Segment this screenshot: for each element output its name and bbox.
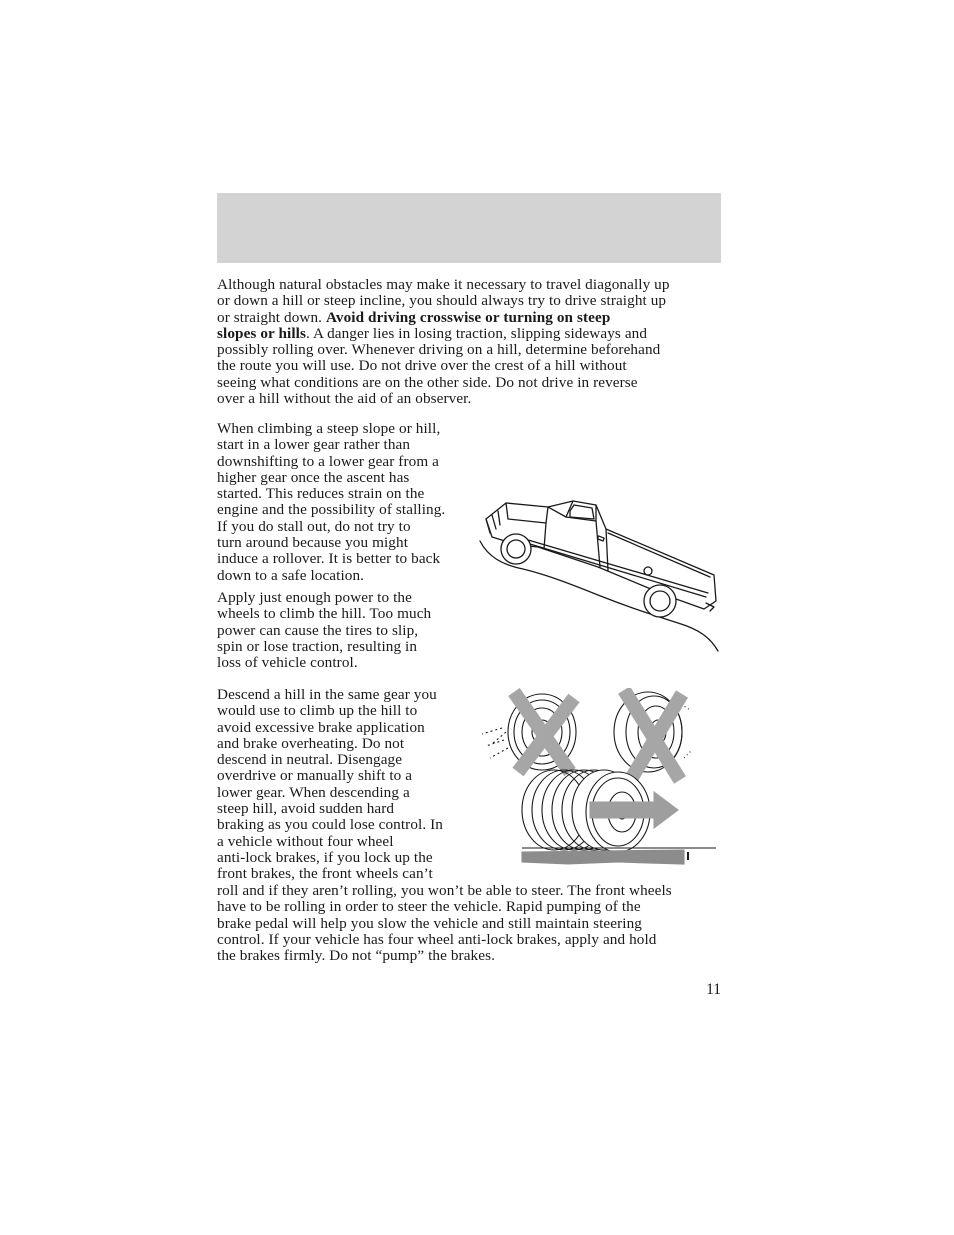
text-line: avoid excessive brake application	[217, 718, 425, 736]
text-line: braking as you could lose control. In	[217, 816, 443, 834]
text-line: brake pedal will help you slow the vehicle and still maintain steering	[217, 914, 642, 932]
text-line: When climbing a steep slope or hill,	[217, 420, 441, 437]
text-line: Apply just enough power to the	[217, 589, 412, 606]
text-line: downshifting to a lower gear from a	[217, 452, 439, 470]
text-line	[217, 326, 727, 342]
text-line: overdrive or manually shift to a	[217, 767, 413, 785]
paragraph-climbing	[217, 421, 479, 584]
text-line: If you do stall out, do not try to	[217, 517, 411, 535]
text-line: seeing what conditions are on the other side. Do not drive in reverse	[217, 373, 638, 391]
text-line: and brake overheating. Do not	[217, 734, 405, 752]
text-line: roll and if they aren’t rolling, you won’t be able to steer. The front wheels	[217, 882, 672, 899]
text-line: anti-lock brakes, if you lock up the	[217, 848, 433, 866]
paragraph-descend	[217, 687, 479, 883]
paragraph-descend-continued	[217, 883, 727, 964]
text-line: down to a safe location.	[217, 566, 365, 584]
pickup-truck	[486, 501, 716, 617]
text-line: wheels to climb the hill. Too much	[217, 605, 432, 623]
x-mark-left	[514, 692, 574, 772]
text-line: steep hill, avoid sudden hard	[217, 800, 395, 818]
text-line: engine and the possibility of stalling.	[217, 501, 446, 519]
text-line: turn around because you might	[217, 534, 409, 552]
bold-warning: slopes or hills	[217, 324, 306, 342]
section-header-band	[217, 193, 721, 263]
paragraph-intro	[217, 277, 727, 407]
text-line: control. If your vehicle has four wheel anti-lock brakes, apply and hold	[217, 930, 657, 948]
text-line: the brakes firmly. Do not “pump” the brakes.	[217, 947, 495, 965]
text-line: over a hill without the aid of an observer.	[217, 390, 472, 408]
truck-on-hill-illustration	[478, 497, 722, 655]
text-line: higher gear once the ascent has	[217, 468, 410, 486]
paragraph-power	[217, 590, 479, 671]
text-line: descend in neutral. Disengage	[217, 751, 403, 769]
text-line: spin or lose traction, resulting in	[217, 637, 418, 655]
text-line	[217, 310, 727, 326]
page-number: 11	[706, 981, 721, 998]
text-line: a vehicle without four wheel	[217, 832, 394, 850]
text-line: possibly rolling over. Whenever driving on a hill, determine beforehand	[217, 341, 661, 359]
text-line: loss of vehicle control.	[217, 654, 358, 672]
text-line: start in a lower gear rather than	[217, 436, 411, 454]
text-line: started. This reduces strain on the	[217, 485, 425, 503]
text-run: or straight down.	[217, 308, 326, 326]
wheels-braking-illustration	[478, 688, 722, 868]
text-line: or down a hill or steep incline, you should always try to drive straight up	[217, 292, 667, 310]
text-line: induce a rollover. It is better to back	[217, 550, 441, 568]
text-line: would use to climb up the hill to	[217, 702, 418, 720]
text-line: Descend a hill in the same gear you	[217, 686, 437, 703]
text-line: Although natural obstacles may make it necessary to travel diagonally up	[217, 276, 670, 293]
text-run: . A danger lies in losing traction, slipping sideways and	[306, 324, 648, 342]
text-line: have to be rolling in order to steer the vehicle. Rapid pumping of the	[217, 898, 641, 916]
bold-warning: Avoid driving crosswise or turning on steep	[325, 308, 611, 326]
text-line: lower gear. When descending a	[217, 783, 410, 801]
text-line: power can cause the tires to slip,	[217, 621, 419, 639]
text-line: the route you will use. Do not drive over the crest of a hill without	[217, 357, 627, 375]
text-line: front brakes, the front wheels can’t	[217, 865, 433, 883]
